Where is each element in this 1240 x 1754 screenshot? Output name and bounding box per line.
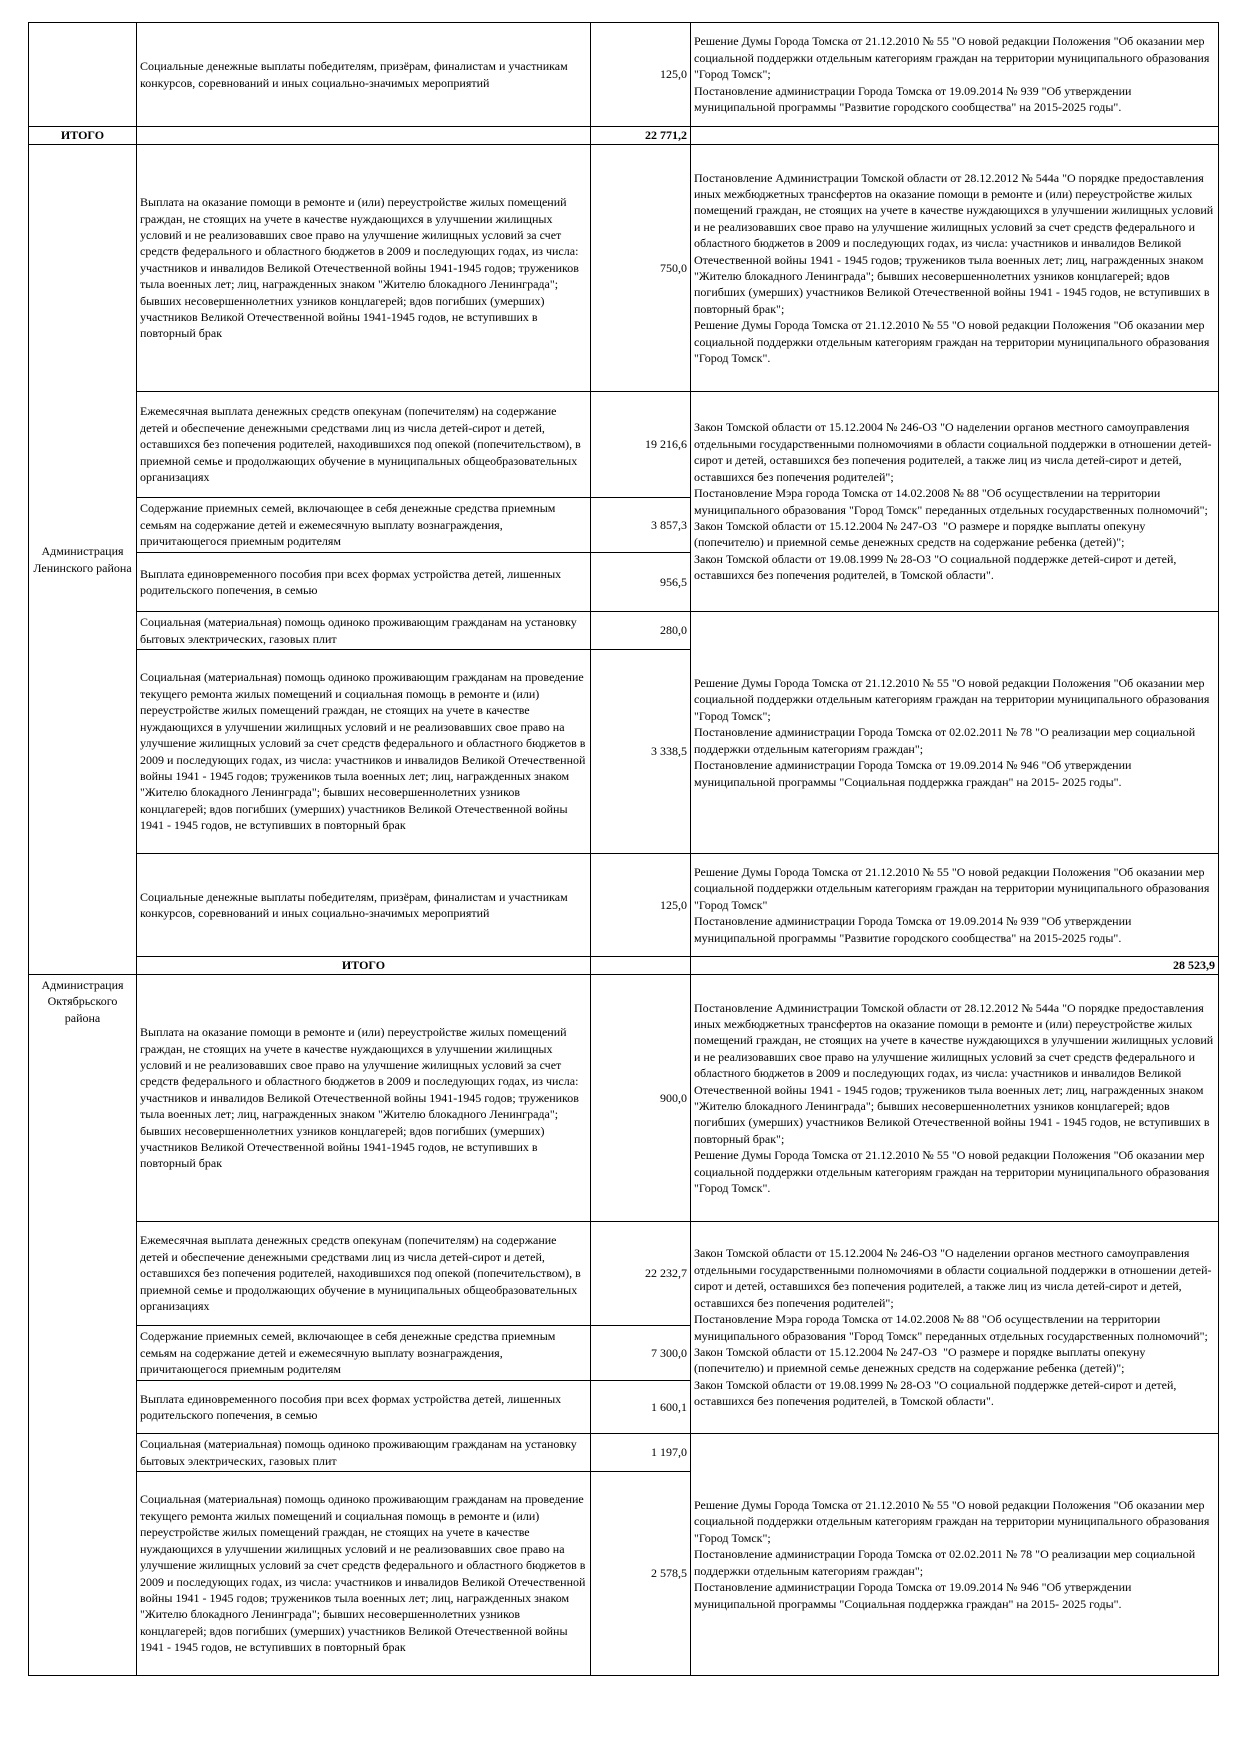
org-name: Администрация Ленинского района [29, 145, 137, 975]
total-amount: 28 523,9 [691, 957, 1219, 975]
payment-amount: 125,0 [591, 854, 691, 957]
payment-description: Ежемесячная выплата денежных средств опекунам (попечителям) на содержание детей и обеспечение денежными средствами лиц из числа детей-сирот и детей, оставшихся без попечения родителей, находившихся под опекой (попечительством), в приемной семье и продолжающих обучение в муниципальных общеобразовательных организациях [137, 392, 591, 498]
payment-amount: 3 857,3 [591, 498, 691, 553]
table-row [29, 612, 1219, 650]
payment-amount: 19 216,6 [591, 392, 691, 498]
payment-description: Содержание приемных семей, включающее в себя денежные средства приемным семьям на содержание детей и ежемесячную выплату вознаграждения, причитающегося приемным родителям [137, 498, 591, 553]
table-row [29, 975, 1219, 1222]
total-row [29, 127, 1219, 145]
org-cell-empty [29, 23, 137, 127]
payments-table [28, 22, 1219, 1676]
payment-amount: 956,5 [591, 553, 691, 612]
payment-description: Выплата единовременного пособия при всех формах устройства детей, лишенных родительского попечения, в семью [137, 553, 591, 612]
total-label: ИТОГО [29, 127, 137, 145]
payment-description: Выплата на оказание помощи в ремонте и (или) переустройстве жилых помещений граждан, не стоящих на учете в качестве нуждающихся в улучшении жилищных условий и не реализовавших свое право на улучшение жилищных условий за счет средств федерального и областного бюджетов в 2009 и последующих годах, из числа: участников и инвалидов Великой Отечественной войны 1941-1945 годов; тружеников тыла военных лет; лиц, награжденных знаком "Жителю блокадного Ленинграда"; бывших несовершеннолетних узников концлагерей; вдов погибших (умерших) участников Великой Отечественной войны 1941-1945 годов, не вступивших в повторный брак [137, 975, 591, 1222]
legal-basis: Решение Думы Города Томска от 21.12.2010 № 55 "О новой редакции Положения "Об оказании мер социальной поддержки отдельным категориям граждан на территории муниципального образования "Город Томск"; Постановление администрации Города Томска от 19.09.2014 № 939 "Об утверждении муниципальной программы "Развитие городского сообщества" на 2015-2025 годы". [691, 23, 1219, 127]
payment-description: Выплата единовременного пособия при всех формах устройства детей, лишенных родительского попечения, в семью [137, 1381, 591, 1434]
legal-basis: Закон Томской области от 15.12.2004 № 246-ОЗ "О наделении органов местного самоуправления отдельными государственными полномочиями в области социальной поддержки в отношении детей-сирот и детей, оставшихся без попечения родителей, а также лиц из числа детей-сирот и детей, оставшихся без попечения родителей"; Постановление Мэра города Томска от 14.02.2008 № 88 "Об осуществлении на территории муниципального образования "Город Томск" переданных отдельных государственных полномочий"; Закон Томской области от 15.12.2004 № 247-ОЗ "О размере и порядке выплаты опекуну (попечителю) и приемной семье денежных средств на содержание ребенка (детей)"; Закон Томской области от 19.08.1999 № 28-ОЗ "О социальной поддержке детей-сирот и детей, оставшихся без попечения родителей, в Томской области". [691, 1222, 1219, 1434]
payment-amount: 1 600,1 [591, 1381, 691, 1434]
total-label: ИТОГО [137, 957, 591, 975]
total-amount: 22 771,2 [591, 127, 691, 145]
table-row [29, 854, 1219, 957]
payment-amount: 3 338,5 [591, 650, 691, 854]
payment-amount: 750,0 [591, 145, 691, 392]
payment-amount: 1 197,0 [591, 1434, 691, 1472]
payment-amount: 900,0 [591, 975, 691, 1222]
table-row [29, 1222, 1219, 1326]
payment-description: Социальные денежные выплаты победителям, призёрам, финалистам и участникам конкурсов, соревнований и иных социально-значимых мероприятий [137, 854, 591, 957]
org-name: Администрация Октябрьского района [29, 975, 137, 1676]
legal-basis: Решение Думы Города Томска от 21.12.2010 № 55 "О новой редакции Положения "Об оказании мер социальной поддержки отдельным категориям граждан на территории муниципального образования "Город Томск" Постановление администрации Города Томска от 19.09.2014 № 939 "Об утверждении муниципальной программы "Развитие городского сообщества" на 2015-2025 годы". [691, 854, 1219, 957]
legal-basis: Постановление Администрации Томской области от 28.12.2012 № 544а "О порядке предоставления иных межбюджетных трансфертов на оказание помощи в ремонте и (или) переустройстве жилых помещений граждан, не стоящих на учете в качестве нуждающихся в улучшении жилищных условий и не реализовавших свое право на улучшение жилищных условий за счет средств федерального и областного бюджетов в 2009 и последующих годах, из числа: участников и инвалидов Великой Отечественной войны 1941 - 1945 годов; тружеников тыла военных лет; лиц, награжденных знаком "Жителю блокадного Ленинграда"; бывших несовершеннолетних узников концлагерей; вдов погибших (умерших) участников Великой Отечественной войны 1941 - 1945 годов, не вступивших в повторный брак"; Решение Думы Города Томска от 21.12.2010 № 55 "О новой редакции Положения "Об оказании мер социальной поддержки отдельным категориям граждан на территории муниципального образования "Город Томск". [691, 975, 1219, 1222]
payment-description: Содержание приемных семей, включающее в себя денежные средства приемным семьям на содержание детей и ежемесячную выплату вознаграждения, причитающегося приемным родителям [137, 1326, 591, 1381]
legal-basis: Постановление Администрации Томской области от 28.12.2012 № 544а "О порядке предоставления иных межбюджетных трансфертов на оказание помощи в ремонте и (или) переустройстве жилых помещений граждан, не стоящих на учете в качестве нуждающихся в улучшении жилищных условий и не реализовавших свое право на улучшение жилищных условий за счет средств федерального и областного бюджетов в 2009 и последующих годах, из числа: участников и инвалидов Великой Отечественной войны 1941 - 1945 годов; тружеников тыла военных лет; лиц, награжденных знаком "Жителю блокадного Ленинграда"; бывших несовершеннолетних узников концлагерей; вдов погибших (умерших) участников Великой Отечественной войны 1941 - 1945 годов, не вступивших в повторный брак"; Решение Думы Города Томска от 21.12.2010 № 55 "О новой редакции Положения "Об оказании мер социальной поддержки отдельным категориям граждан на территории муниципального образования "Город Томск". [691, 145, 1219, 392]
total-row [29, 957, 1219, 975]
payment-amount: 7 300,0 [591, 1326, 691, 1381]
total-empty [691, 127, 1219, 145]
table-row [29, 1434, 1219, 1472]
payment-amount: 280,0 [591, 612, 691, 650]
table-row [29, 23, 1219, 127]
payment-description: Социальная (материальная) помощь одиноко проживающим гражданам на проведение текущего ремонта жилых помещений и социальная помощь в ремонте и (или) переустройстве жилых помещений граждан, не стоящих на учете в качестве нуждающихся в улучшении жилищных условий и не реализовавших свое право на улучшение жилищных условий за счет средств федерального и областного бюджетов в 2009 и последующих годах, из числа: участников и инвалидов Великой Отечественной войны 1941 - 1945 годов; тружеников тыла военных лет; лиц, награжденных знаком "Жителю блокадного Ленинграда"; бывших несовершеннолетних узников концлагерей; вдов погибших (умерших) участников Великой Отечественной войны 1941 - 1945 годов, не вступивших в повторный брак [137, 1472, 591, 1676]
table-row [29, 392, 1219, 498]
legal-basis: Решение Думы Города Томска от 21.12.2010 № 55 "О новой редакции Положения "Об оказании мер социальной поддержки отдельным категориям граждан на территории муниципального образования "Город Томск"; Постановление администрации Города Томска от 02.02.2011 № 78 "О реализации мер социальной поддержки отдельным категориям граждан"; Постановление администрации Города Томска от 19.09.2014 № 946 "Об утверждении муниципальной программы "Социальная поддержка граждан" на 2015- 2025 годы". [691, 612, 1219, 854]
total-empty [137, 127, 591, 145]
payment-description: Социальная (материальная) помощь одиноко проживающим гражданам на установку бытовых электрических, газовых плит [137, 1434, 591, 1472]
payment-description: Выплата на оказание помощи в ремонте и (или) переустройстве жилых помещений граждан, не стоящих на учете в качестве нуждающихся в улучшении жилищных условий и не реализовавших свое право на улучшение жилищных условий за счет средств федерального и областного бюджетов в 2009 и последующих годах, из числа: участников и инвалидов Великой Отечественной войны 1941-1945 годов; тружеников тыла военных лет; лиц, награжденных знаком "Жителю блокадного Ленинграда"; бывших несовершеннолетних узников концлагерей; вдов погибших (умерших) участников Великой Отечественной войны 1941-1945 годов, не вступивших в повторный брак [137, 145, 591, 392]
payment-amount: 125,0 [591, 23, 691, 127]
payment-amount: 22 232,7 [591, 1222, 691, 1326]
payment-description: Социальная (материальная) помощь одиноко проживающим гражданам на установку бытовых электрических, газовых плит [137, 612, 591, 650]
table-row [29, 145, 1219, 392]
payment-description: Ежемесячная выплата денежных средств опекунам (попечителям) на содержание детей и обеспечение денежными средствами лиц из числа детей-сирот и детей, оставшихся без попечения родителей, находившихся под опекой (попечительством), в приемной семье и продолжающих обучение в муниципальных общеобразовательных организациях [137, 1222, 591, 1326]
payment-description: Социальные денежные выплаты победителям, призёрам, финалистам и участникам конкурсов, соревнований и иных социально-значимых мероприятий [137, 23, 591, 127]
payment-amount: 2 578,5 [591, 1472, 691, 1676]
legal-basis: Решение Думы Города Томска от 21.12.2010 № 55 "О новой редакции Положения "Об оказании мер социальной поддержки отдельным категориям граждан на территории муниципального образования "Город Томск"; Постановление администрации Города Томска от 02.02.2011 № 78 "О реализации мер социальной поддержки отдельным категориям граждан"; Постановление администрации Города Томска от 19.09.2014 № 946 "Об утверждении муниципальной программы "Социальная поддержка граждан" на 2015- 2025 годы". [691, 1434, 1219, 1676]
legal-basis: Закон Томской области от 15.12.2004 № 246-ОЗ "О наделении органов местного самоуправления отдельными государственными полномочиями в области социальной поддержки в отношении детей-сирот и детей, оставшихся без попечения родителей, а также лиц из числа детей-сирот и детей, оставшихся без попечения родителей"; Постановление Мэра города Томска от 14.02.2008 № 88 "Об осуществлении на территории муниципального образования "Город Томск" переданных отдельных государственных полномочий"; Закон Томской области от 15.12.2004 № 247-ОЗ "О размере и порядке выплаты опекуну (попечителю) и приемной семье денежных средств на содержание ребенка (детей)"; Закон Томской области от 19.08.1999 № 28-ОЗ "О социальной поддержке детей-сирот и детей, оставшихся без попечения родителей, в Томской области". [691, 392, 1219, 612]
total-empty [591, 957, 691, 975]
payment-description: Социальная (материальная) помощь одиноко проживающим гражданам на проведение текущего ремонта жилых помещений и социальная помощь в ремонте и (или) переустройстве жилых помещений граждан, не стоящих на учете в качестве нуждающихся в улучшении жилищных условий и не реализовавших свое право на улучшение жилищных условий за счет средств федерального и областного бюджетов в 2009 и последующих годах, из числа: участников и инвалидов Великой Отечественной войны 1941 - 1945 годов; тружеников тыла военных лет; лиц, награжденных знаком "Жителю блокадного Ленинграда"; бывших несовершеннолетних узников концлагерей; вдов погибших (умерших) участников Великой Отечественной войны 1941 - 1945 годов, не вступивших в повторный брак [137, 650, 591, 854]
